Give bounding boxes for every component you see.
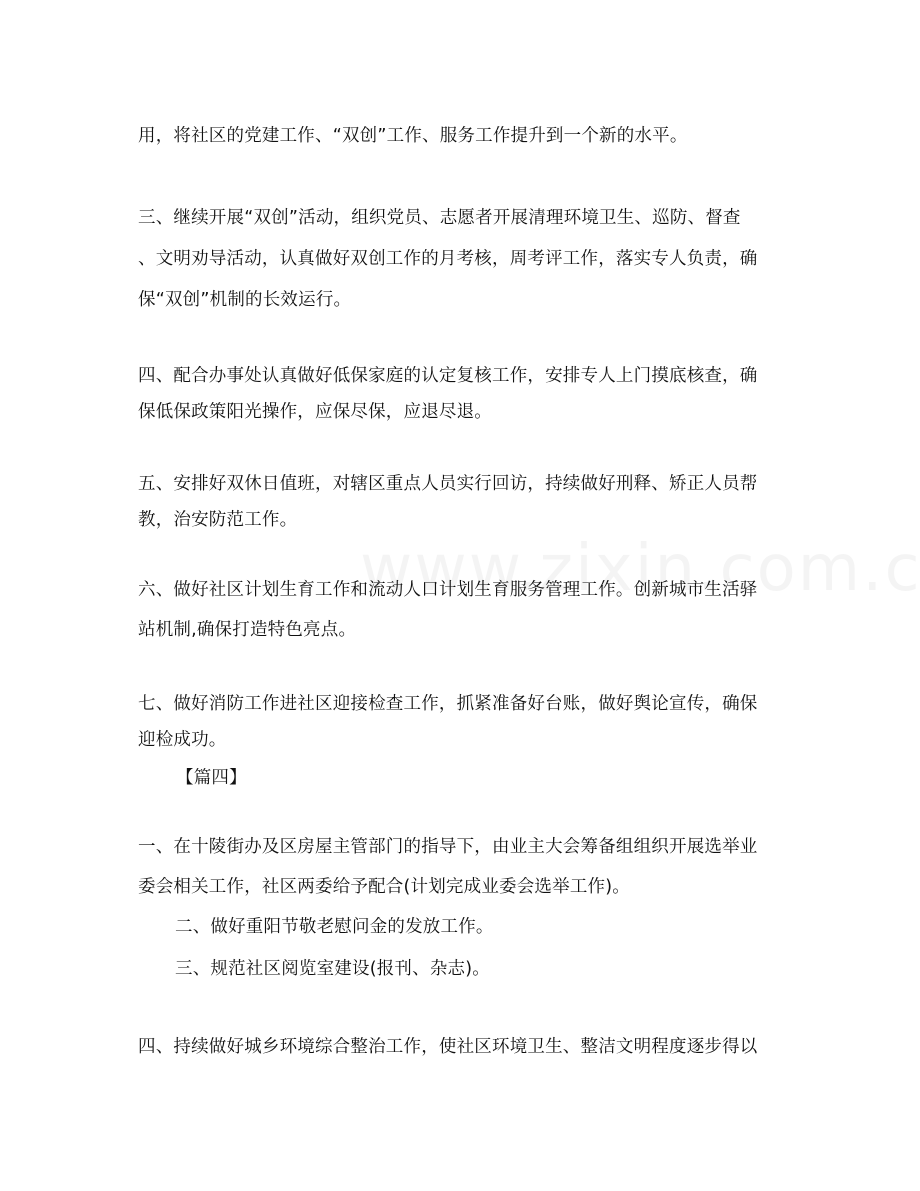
section-heading: 【篇四】	[176, 768, 247, 788]
paragraph-line: 五、安排好双休日值班，对辖区重点人员实行回访，持续做好刑释、矫正人员帮	[138, 474, 758, 494]
paragraph-line: 七、做好消防工作进社区迎接检查工作，抓紧准备好台账，做好舆论宣传，确保	[138, 694, 758, 714]
paragraph-line: 用，将社区的党建工作、“双创”工作、服务工作提升到一个新的水平。	[138, 126, 688, 146]
paragraph-line: 委会相关工作，社区两委给予配合(计划完成业委会选举工作)。	[138, 877, 630, 897]
paragraph-line: 、文明劝导活动，认真做好双创工作的月考核，周考评工作，落实专人负责，确	[138, 249, 758, 269]
paragraph-line: 保“双创”机制的长效运行。	[138, 290, 352, 310]
paragraph-line: 教，治安防范工作。	[138, 510, 298, 530]
paragraph-line: 四、配合办事处认真做好低保家庭的认定复核工作，安排专人上门摸底核查，确	[138, 366, 758, 386]
paragraph-line: 四、持续做好城乡环境综合整治工作，使社区环境卫生、整洁文明程度逐步得以	[138, 1037, 758, 1057]
paragraph-line: 一、在十陵街办及区房屋主管部门的指导下，由业主大会筹备组组织开展选举业	[138, 837, 758, 857]
paragraph-line: 三、继续开展“双创”活动，组织党员、志愿者开展清理环境卫生、巡防、督查	[138, 208, 741, 228]
paragraph-line: 六、做好社区计划生育工作和流动人口计划生育服务管理工作。创新城市生活驿	[138, 580, 758, 600]
paragraph-line: 三、规范社区阅览室建设(报刊、杂志)。	[175, 959, 490, 979]
paragraph-line: 二、做好重阳节敬老慰问金的发放工作。	[175, 917, 494, 937]
paragraph-line: 迎检成功。	[138, 730, 227, 750]
paragraph-line: 站机制,确保打造特色亮点。	[138, 620, 357, 640]
paragraph-line: 保低保政策阳光操作，应保尽保，应退尽退。	[138, 402, 492, 422]
